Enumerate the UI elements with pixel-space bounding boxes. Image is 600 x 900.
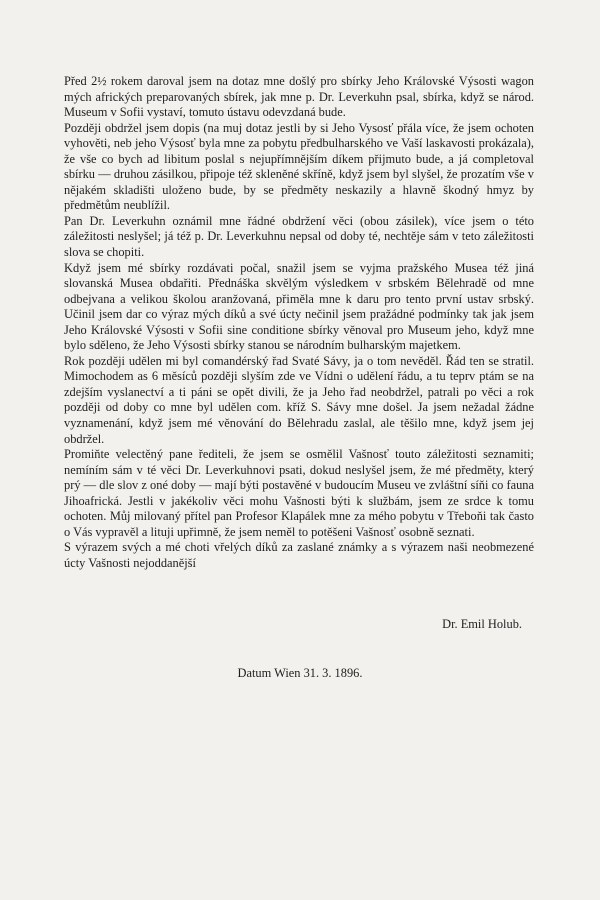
paragraph-7: S výrazem svých a mé choti vřelých díků za zaslané známky a s výrazem naši neobmezené úcty Vašnosti nejoddanější: [64, 540, 534, 570]
paragraph-1: Před 2½ rokem daroval jsem na dotaz mne došlý pro sbírky Jeho Královské Výsosti wagon mých afrických preparovaných sbírek, jak mne p. Dr. Leverkuhn psal, sbírka, když se národ. Museum v Sofii vystaví, tomuto ústavu odevzdaná bude.: [64, 74, 534, 120]
paragraph-3: Pan Dr. Leverkuhn oznámil mne řádné obdržení věci (obou zásilek), více jsem o této záležitosti neslyšel; já též p. Dr. Leverkuhnu nepsal od doby té, nechtěje sám v teto záležitosti slova se chopiti.: [64, 213, 534, 260]
paragraph-5: Rok později udělen mi byl comandérský řad Svaté Sávy, ja o tom nevěděl. Řád ten se stratil. Mimochodem as 6 měsíců později slyším zde ve Vídni o udělení řádu, a tu teprv ptám se na zdejším vyslanectví a ti páni se opět divili, že ja Jeho řad neobdržel, patrali po věci a rok později od doby co mne byl udělen com. kříž S. Sávy mne došel. Ja jsem nežadal žádne vyznamenání, když jsem mé věnování do Bělehradu zaslal, ale těšilo mne, když jsem jej obdržel.: [64, 353, 534, 446]
paragraph-2: Později obdržel jsem dopis (na muj dotaz jestli by si Jeho Vysosť přála více, že jsem ochoten vyhověti, neb jeho Výsosť byla mne za pobytu předbulharského ve Vaší laskavosti prokázala), že vše co bych ad libitum poslal s nejupřímnějším díkem přijmuto bude, a já completoval sbírku — druhou zásilkou, připoje též skleněné skříně, když jsem byl slyšel, že prozatím vše v nějakém skladišti uloženo bude, by se předměty neskazily a hlavně škodný hmyz by předmětům neublížil.: [64, 120, 534, 213]
paragraph-6: Promiňte velectěný pane řediteli, že jsem se osmělil Vašnosť touto záležitosti seznamiti; nemíním sám v té věci Dr. Leverkuhnovi psati, dokud neslyšel jsem, že mé předměty, který prý — dle slov z oné doby — mají býti postavěné v budoucím Museu ve zvláštní síňi co fauna Jihoafrická. Jestli v jakékoliv věci mohu Vašnosti býti k službám, jsem ze srdce k tomu ochoten. Můj milovaný přítel pan Profesor Klapálek mne za mého pobytu v Třeboňi tak často o Vás vypravěl a lituji upřimně, že jsem neměl to potěšeni Vašnosť osobně seznati.: [64, 447, 534, 539]
date-line: Datum Wien 31. 3. 1896.: [237, 666, 363, 680]
signature: Dr. Emil Holub.: [442, 617, 522, 631]
paragraph-4: Když jsem mé sbírky rozdávati počal, snažil jsem se vyjma pražského Musea též jiná slovanská Musea obdařiti. Přednáška skvělým výsledkem v srbském Bělehradě od mne odbejvana a velikou školou aranžovaná, přiměla mne k daru pro tento první ustav srbský. Učinil jsem dar co výraz mých díků a své úcty nečinil jsem pražádné podmínky tak jak jsem Jeho Královské Výsosti v Sofii sine conditione sbírky věnoval pro Museum jeho, když mne bylo sděleno, že Jeho Výsosti sbírky stanou se národním bulharským majetkem.: [64, 260, 534, 353]
letter-body: [64, 74, 534, 572]
